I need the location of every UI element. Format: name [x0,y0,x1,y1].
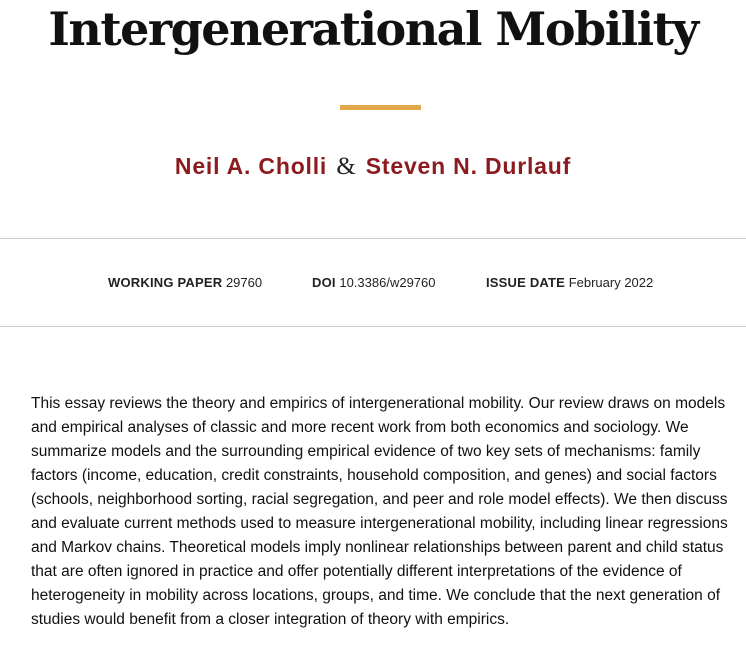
accent-bar [340,105,421,110]
bottom-divider [0,326,746,327]
top-divider [0,238,746,239]
doi-meta [312,274,436,291]
author-link-cholli[interactable]: Neil A. Cholli [174,153,328,179]
doi-label: DOI [312,275,336,290]
author-separator: & [336,153,357,180]
working-paper-meta [108,274,262,291]
issue-date-value: February 2022 [568,275,654,290]
doi-value[interactable]: 10.3386/w29760 [339,275,436,290]
abstract-text: This essay reviews the theory and empirics of intergenerational mobility. Our review draws on models and empirical analyses of classic and more recent work from both economics and sociology. We summarize models and the surrounding empirical evidence of two key sets of mechanisms: family factors (income, education, credit constraints, household composition, and genes) and social factors (schools, neighborhood sorting, racial segregation, and peer and role model effects). We then discuss and evaluate current methods used to measure intergenerational mobility, including linear regressions and Markov chains. Theoretical models imply nonlinear relationships between parent and child status that are often ignored in practice and offer potentially different interpretations of the evidence of heterogeneity in mobility across locations, groups, and time. We conclude that the next generation of studies would benefit from a closer integration of theory with empirics. [31,395,728,628]
working-paper-label: WORKING PAPER [108,275,223,290]
issue-date-meta [486,274,653,291]
author-list [0,150,746,183]
issue-date-label: ISSUE DATE [486,275,566,290]
working-paper-number: 29760 [225,275,263,290]
author-link-durlauf[interactable]: Steven N. Durlauf [365,153,572,179]
page-title: Intergenerational Mobility [48,2,698,56]
